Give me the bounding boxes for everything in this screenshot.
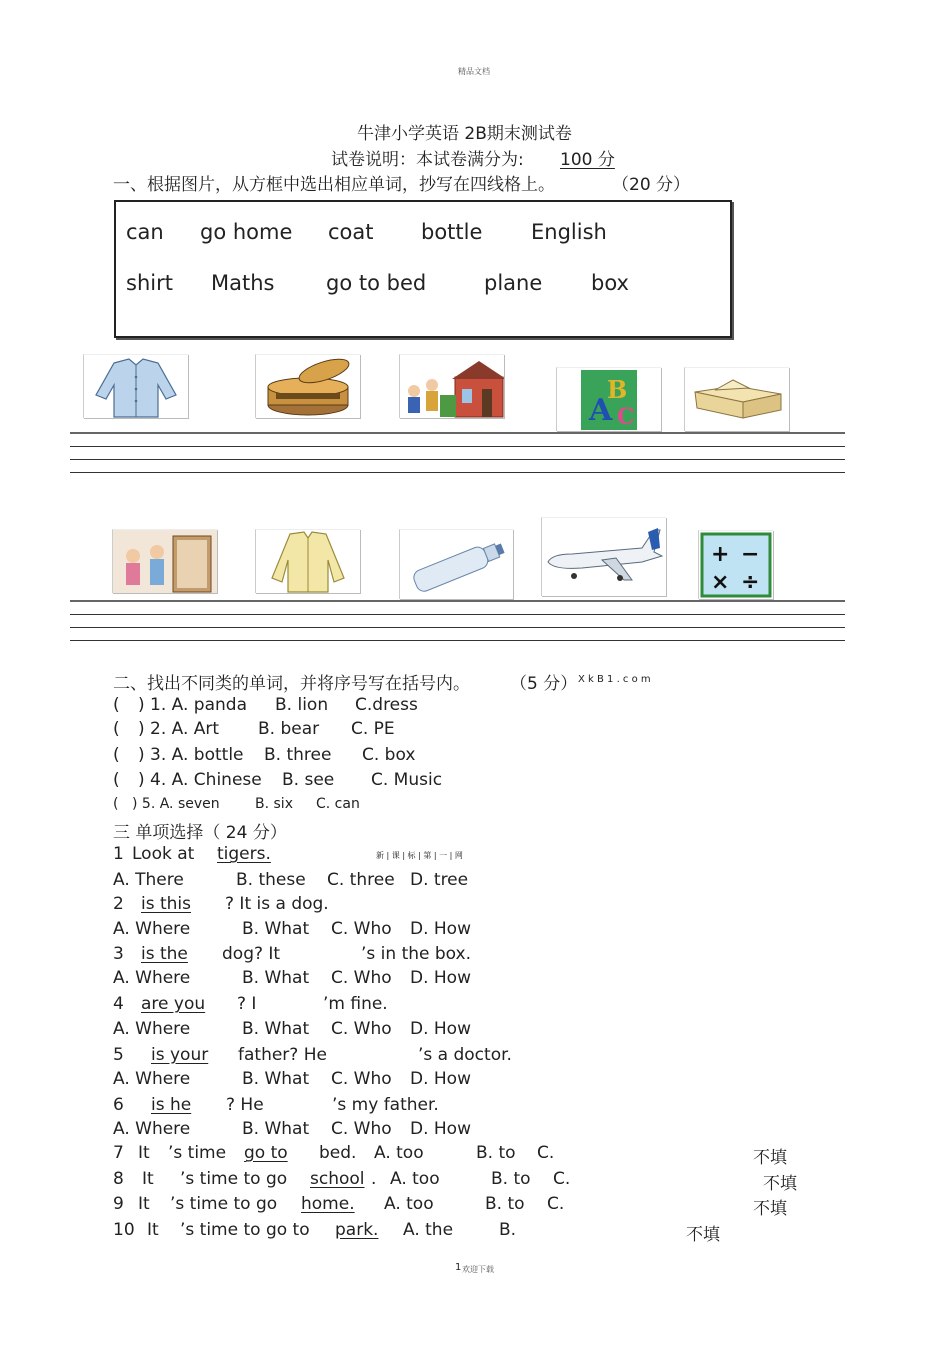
writing-line	[70, 459, 845, 460]
q9-opt-none: 不填	[753, 1199, 787, 1219]
writing-line	[70, 432, 845, 434]
q3-text: dog? It	[222, 944, 281, 964]
q9-text: ’s time to go	[170, 1194, 278, 1214]
s2-item4-a: ) 4. A. Chinese	[138, 770, 262, 790]
q10-opt-none: 不填	[686, 1225, 720, 1245]
q8-num: 8	[113, 1169, 124, 1189]
page-number: 1	[455, 1262, 462, 1273]
q4-blank: are you	[141, 994, 206, 1014]
q7-opt-c: C.	[537, 1143, 555, 1163]
q1-opt-c: C. three	[327, 870, 395, 890]
maths-symbols-picture	[698, 530, 773, 599]
q10-opt-a: A. the	[403, 1220, 454, 1240]
svg-text:−: −	[741, 542, 760, 567]
q5-num: 5	[113, 1045, 124, 1065]
q2-num: 2	[113, 894, 124, 914]
s2-item3-c: C. box	[362, 745, 416, 765]
q6-blank: is he	[151, 1095, 192, 1115]
q7-text: ’s time	[168, 1143, 227, 1163]
s2-item4-b: B. see	[282, 770, 335, 790]
q8-blank: school	[310, 1169, 365, 1189]
svg-text:÷: ÷	[741, 570, 760, 595]
q8-opt-none: 不填	[763, 1174, 797, 1194]
q4-text: ? I	[237, 994, 257, 1014]
q2-opt-d: D. How	[410, 919, 471, 939]
q3-opt-d: D. How	[410, 968, 471, 988]
word-coat: coat	[328, 220, 374, 244]
s2-item2-b: B. bear	[258, 719, 320, 739]
s2-item5-a: ) 5. A. seven	[132, 796, 220, 812]
s2-item2-paren: (	[113, 719, 120, 739]
writing-line	[70, 600, 845, 602]
q8-opt-a: A. too	[390, 1169, 440, 1189]
q3-opt-a: A. Where	[113, 968, 191, 988]
q4-opt-d: D. How	[410, 1019, 471, 1039]
s2-item3-a: ) 3. A. bottle	[138, 745, 244, 765]
q10-it: It	[147, 1220, 159, 1240]
q8-opt-c: C.	[553, 1169, 571, 1189]
q7-opt-a: A. too	[374, 1143, 424, 1163]
word-shirt: shirt	[126, 271, 173, 295]
svg-text:+: +	[711, 542, 730, 567]
q9-blank: home.	[301, 1194, 355, 1214]
s2-item5-paren: (	[113, 796, 119, 812]
q4-opt-b: B. What	[242, 1019, 310, 1039]
coat-picture	[255, 529, 360, 593]
q2-text: ? It is a dog.	[225, 894, 329, 914]
plane-picture	[541, 517, 666, 596]
word-maths: Maths	[211, 271, 275, 295]
q7-opt-b: B. to	[476, 1143, 516, 1163]
q1-opt-d: D. tree	[410, 870, 469, 890]
svg-text:×: ×	[711, 570, 730, 595]
q9-num: 9	[113, 1194, 124, 1214]
writing-line	[70, 446, 845, 447]
q8-it: It	[142, 1169, 154, 1189]
q5-opt-d: D. How	[410, 1069, 471, 1089]
q3-opt-b: B. What	[242, 968, 310, 988]
s2-item3-paren: (	[113, 745, 120, 765]
s2-item4-c: C. Music	[371, 770, 443, 790]
writing-line	[70, 640, 845, 641]
word-go-home: go home	[200, 220, 293, 244]
box-round-picture	[255, 354, 360, 418]
q6-opt-a: A. Where	[113, 1119, 191, 1139]
q6-text2: ’s my father.	[332, 1095, 439, 1115]
site-mark-cn: 新 | 课 | 标 | 第 | 一 | 网	[376, 851, 463, 860]
word-plane: plane	[484, 271, 543, 295]
q7-opt-none: 不填	[753, 1148, 787, 1168]
word-bottle: bottle	[421, 220, 483, 244]
go-to-bed-picture	[112, 529, 217, 593]
q1-prompt: Look at	[132, 844, 195, 864]
q5-text2: ’s a doctor.	[418, 1045, 512, 1065]
q6-num: 6	[113, 1095, 124, 1115]
word-can: can	[126, 220, 164, 244]
shirt-picture	[83, 354, 188, 418]
q8-text2: .	[371, 1169, 377, 1189]
word-box	[114, 200, 732, 338]
q9-it: It	[138, 1194, 150, 1214]
q1-num: 1	[113, 844, 124, 864]
page-title: 牛津小学英语 2B期末测试卷	[357, 124, 572, 144]
instructions-label: 试卷说明：本试卷满分为:	[331, 150, 524, 170]
site-mark: X k B 1 . c o m	[578, 674, 651, 685]
s2-item2-c: C. PE	[351, 719, 395, 739]
q1-opt-a: A. There	[113, 870, 184, 890]
q6-opt-d: D. How	[410, 1119, 471, 1139]
q7-it: It	[138, 1143, 150, 1163]
q3-num: 3	[113, 944, 124, 964]
q4-text2: ’m fine.	[323, 994, 388, 1014]
q5-opt-b: B. What	[242, 1069, 310, 1089]
q7-num: 7	[113, 1143, 124, 1163]
s2-item3-b: B. three	[264, 745, 332, 765]
writing-line	[70, 614, 845, 615]
writing-line	[70, 627, 845, 628]
section1-points: （20 分）	[612, 175, 691, 195]
s2-item4-paren: (	[113, 770, 120, 790]
q5-opt-c: C. Who	[331, 1069, 392, 1089]
s2-item1-b: B. lion	[275, 695, 329, 715]
section2-heading: 二、找出不同类的单词，并将序号写在括号内。	[113, 674, 470, 694]
q2-opt-a: A. Where	[113, 919, 191, 939]
s2-item1-paren: (	[113, 695, 120, 715]
section3-heading: 三 单项选择（ 24 分）	[113, 823, 287, 843]
bottle-picture	[399, 529, 513, 599]
q2-opt-c: C. Who	[331, 919, 392, 939]
go-home-picture	[399, 354, 504, 418]
svg-text:B: B	[607, 375, 628, 404]
svg-text:A: A	[589, 393, 613, 428]
s2-item1-c: C.dress	[355, 695, 418, 715]
q5-text: father? He	[238, 1045, 327, 1065]
q2-blank: is this	[141, 894, 192, 914]
q4-opt-c: C. Who	[331, 1019, 392, 1039]
q9-opt-c: C.	[547, 1194, 565, 1214]
q1-blank: tigers.	[217, 844, 271, 864]
q3-opt-c: C. Who	[331, 968, 392, 988]
q6-text: ? He	[226, 1095, 264, 1115]
writing-line	[70, 472, 845, 473]
q9-opt-b: B. to	[485, 1194, 525, 1214]
word-go-to-bed: go to bed	[326, 271, 427, 295]
header-note: 精品文档	[458, 67, 490, 76]
q5-blank: is your	[151, 1045, 209, 1065]
s2-item5-b: B. six	[255, 796, 293, 812]
q10-opt-b: B.	[499, 1220, 517, 1240]
q10-text: ’s time to go to	[180, 1220, 310, 1240]
q3-text2: ’s in the box.	[361, 944, 472, 964]
q1-opt-b: B. these	[236, 870, 306, 890]
q5-opt-a: A. Where	[113, 1069, 191, 1089]
english-abc-picture	[556, 367, 661, 431]
q7-text2: bed.	[319, 1143, 357, 1163]
open-box-picture	[684, 367, 789, 431]
section2-points: （5 分）	[510, 674, 578, 694]
footer-note: 欢迎下载	[462, 1265, 494, 1274]
q9-opt-a: A. too	[384, 1194, 434, 1214]
q8-opt-b: B. to	[491, 1169, 531, 1189]
q10-num: 10	[113, 1220, 135, 1240]
q7-blank: go to	[244, 1143, 288, 1163]
total-score: 100 分	[560, 150, 615, 170]
s2-item5-c: C. can	[316, 796, 360, 812]
s2-item1-a: ) 1. A. panda	[138, 695, 247, 715]
q6-opt-b: B. What	[242, 1119, 310, 1139]
q6-opt-c: C. Who	[331, 1119, 392, 1139]
s2-item2-a: ) 2. A. Art	[138, 719, 220, 739]
word-box: box	[591, 271, 629, 295]
svg-text:C: C	[617, 404, 635, 430]
section1-heading: 一、根据图片，从方框中选出相应单词，抄写在四线格上。	[113, 175, 555, 195]
q4-num: 4	[113, 994, 124, 1014]
q4-opt-a: A. Where	[113, 1019, 191, 1039]
word-english: English	[531, 220, 607, 244]
q3-blank: is the	[141, 944, 188, 964]
q10-blank: park.	[335, 1220, 379, 1240]
q8-text: ’s time to go	[180, 1169, 288, 1189]
q2-opt-b: B. What	[242, 919, 310, 939]
